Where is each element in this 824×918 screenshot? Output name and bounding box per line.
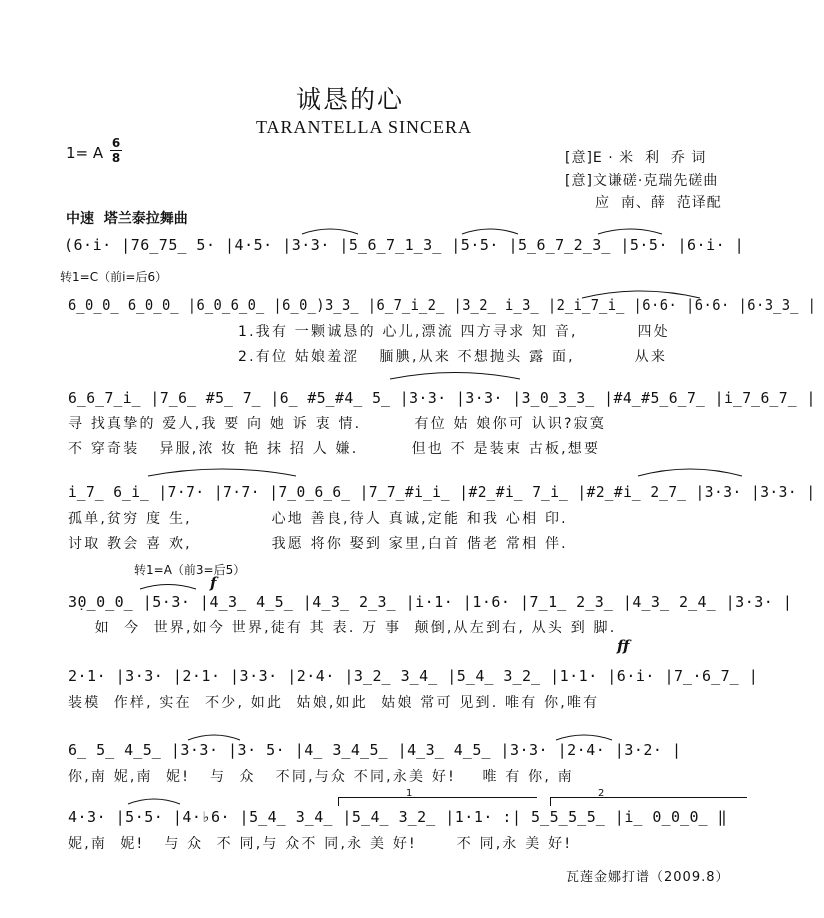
notation-line-5: 3̣0̲0̲0̲ |5·3· |4̲3̲ 4̲5̲ |4̲3̲ 2̲3̲ |i·1· |1·6· |7̲1̲ 2̲3̲ |4̲3̲ 2̲4̲ |3·3· | [68,593,793,611]
slur-mark [302,229,358,234]
slur-mark [462,229,518,234]
notation-line-3: 6̲6̲7̲i̲ |7̲6̲ #5̲ 7̲ |6̲ #5̲#4̲ 5̲ |3·3· |3·3· |3̲0̲3̲3̲ |#4̲#5̲6̲7̲ |i̲7̲6̲7̲ | [68,389,816,407]
slur-mark [140,585,196,590]
slur-mark [638,469,742,476]
slur-mark [148,469,296,476]
credit-composer: [意]文谦磋·克瑞先磋曲 [565,173,719,189]
credit-lyricist: [意]E · 米 利 乔 词 [565,150,707,166]
lyric-line-8: 妮,南 妮! 与 众 不 同,与 众不 同,永 美 好! 不 同,永 美 好! [68,836,573,852]
notation-line-1: (6·i· |76̲75̲ 5· |4·5· |3·3· |5̲6̲7̲1̲3̲ |5·5· |5̲6̲7̲2̲3̲ |5·5· |6·i· | [64,236,745,254]
meter-denominator: 8 [111,151,121,165]
lyric-line-5: 如 今 世界,如今 世界,徒有 其 表. 万 事 颠倒,从左到右, 从头 到 脚. [68,620,617,636]
volta-number-1: 1 [406,788,413,799]
notation-line-2: 6̲0̲0̲ 6̲0̲0̲ |6̲0̲6̲0̲ |6̲0̲)3̲3̲ |6̲7̲i̲2̲ |3̲2̲ i̲3̲ |2̲i̲7̲i̲ |6·6· |6·6· |6·3̲3̲ | [68,296,817,314]
notation-line-7: 6̲ 5̲ 4̲5̲ |3·3· |3· 5· |4̲ 3̲4̲5̲ |4̲3̲ 4̲5̲ |3·3· |2·4· |3·2· | [68,741,682,759]
lyric-line-3-verse2: 不 穿奇装 异服,浓 妆 艳 抹 招 人 嫌. 但也 不 是装束 古板,想要 [68,441,601,457]
slur-mark [390,373,520,380]
meter-numerator: 6 [111,136,121,150]
tempo-marking: 中速 塔兰泰拉舞曲 [66,211,188,227]
slur-mark [128,799,180,804]
song-title: 诚恳的心 [296,85,405,114]
notation-line-6: 2·1· |3·3· |2·1· |3·3· |2·4· |3̲2̲ 3̲4̲ |5̲4̲ 3̲2̲ |1·1· |6·i· |7̲·6̲7̲ | [68,667,759,685]
notation-line-4: i̲7̲ 6̲i̲ |7·7· |7·7· |7̲0̲6̲6̲ |7̲7̲#i̲i̲ |#2̲#i̲ 7̲i̲ |#2̲#i̲ 2̲7̲ |3·3· |3·3· | [68,483,816,501]
lyric-line-6: 装模 作样, 实在 不少, 如此 姑娘,如此 姑娘 常可 见到. 唯有 你,唯有 [68,695,600,711]
volta-number-2: 2 [598,788,605,799]
song-subtitle: TARANTELLA SINCERA [256,117,473,137]
dynamic-forte: f [210,574,217,592]
slur-mark [556,735,612,740]
lyric-line-3-verse1: 寻 找真挚的 爱人,我 要 向 她 诉 衷 情. 有位 姑 娘你可 认识?寂寞 [68,416,607,432]
notation-line-8: 4·3· |5·5· |4·♭6· |5̲4̲ 3̲4̲ |5̲4̲ 3̲2̲ |1·1· :| 5̲5̲5̲5̲ |i̲ 0̲0̲0̲ ‖ [68,808,728,826]
slur-mark [598,229,662,234]
credit-translators: 应 南、薛 范译配 [595,195,722,211]
lyric-line-2-verse1: 1.我有 一颗诚恳的 心儿,漂流 四方寻求 知 音, 四处 [238,324,670,340]
modulation-note-1: 转1=C（前i=后6） [60,270,168,284]
lyric-line-2-verse2: 2.有位 姑娘羞涩 腼腆,从来 不想抛头 露 面, 从来 [238,349,668,365]
key-signature: 1= A [66,144,104,162]
dynamic-fortissimo: ff [617,637,630,655]
lyric-line-7: 你,南 妮,南 妮! 与 众 不同,与众 不同,永美 好! 唯 有 你, 南 [68,769,574,785]
lyric-line-4-verse1: 孤单,贫穷 度 生, 心地 善良,待人 真诚,定能 和我 心相 印. [68,511,568,527]
transcriber-credit: 瓦莲金娜打谱（2009.8） [566,870,730,885]
modulation-note-2: 转1=A（前3=后5） [134,563,246,577]
lyric-line-4-verse2: 讨取 教会 喜 欢, 我愿 将你 娶到 家里,白首 偕老 常相 伴. [68,536,568,552]
slur-mark [188,735,240,740]
